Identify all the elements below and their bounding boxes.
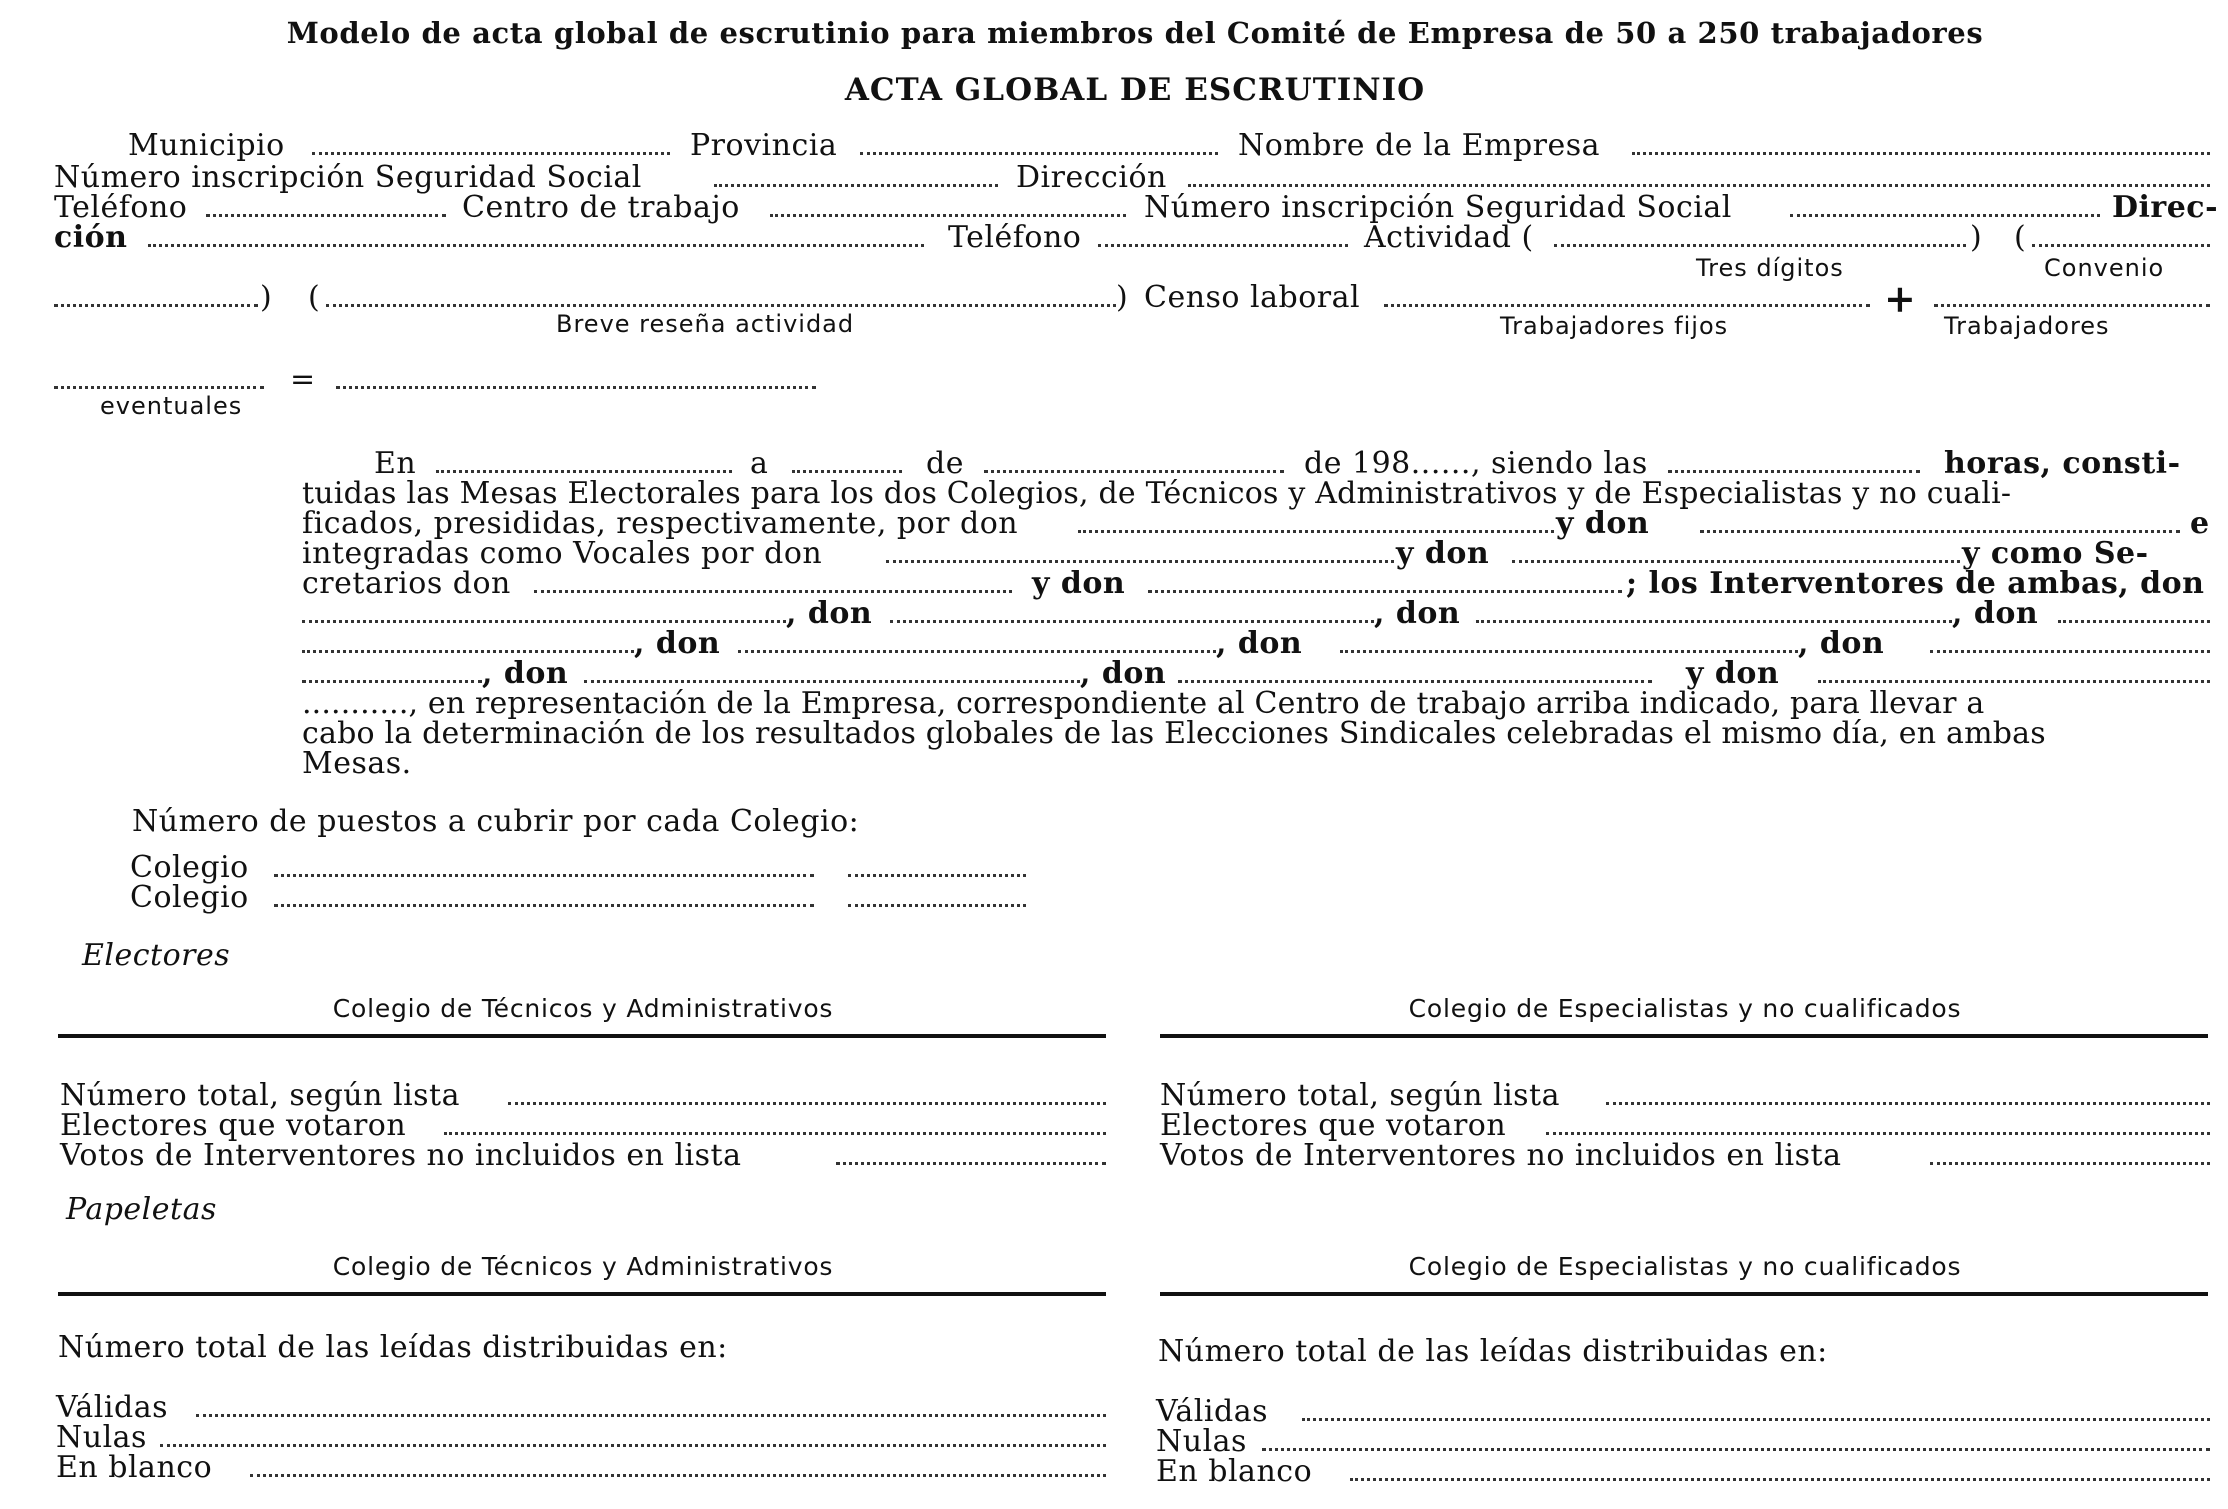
direccion-label: Dirección (1016, 160, 1167, 195)
electores-right-row-2-field[interactable] (1546, 1132, 2210, 1135)
papeletas-col-left-header: Colegio de Técnicos y Administrativos (332, 1252, 834, 1281)
centro-trabajo-field[interactable] (770, 214, 1126, 217)
papeletas-left-validas-field[interactable] (196, 1414, 1106, 1417)
para-de: de (926, 446, 964, 481)
para-line2: tuidas las Mesas Electorales para los dos Colegios, de Técnicos y Administrativos y de Especialistas y no cuali- (302, 476, 2012, 511)
para-line3-c: e (2190, 506, 2210, 541)
nombre-empresa-label: Nombre de la Empresa (1238, 128, 1601, 163)
para-don-7: , don (482, 656, 569, 691)
para-line3-a: ficados, presididas, respectivamente, por don (302, 506, 1019, 541)
para-de198: de 198......, siendo las (1304, 446, 1648, 481)
para-line5-c: ; los Interventores de ambas, don (1626, 566, 2205, 601)
electores-left-rule (58, 1034, 1106, 1038)
municipio-field[interactable] (312, 152, 670, 155)
mes-field[interactable] (984, 470, 1284, 473)
provincia-field[interactable] (860, 152, 1218, 155)
electores-left-row-2-field[interactable] (444, 1132, 1106, 1135)
para-don-6: , don (1798, 626, 1885, 661)
papeletas-right-rule (1160, 1292, 2208, 1296)
para-y-don: y don (1686, 656, 1780, 691)
electores-right-rule (1160, 1034, 2208, 1038)
paren-close-1: ) (1970, 220, 1983, 255)
cion-label: ción (54, 220, 128, 255)
interventor-1-field[interactable] (302, 620, 786, 623)
para-don-5: , don (1216, 626, 1303, 661)
vocal-1-field[interactable] (886, 560, 1394, 563)
papeletas-right-blanco: En blanco (1156, 1454, 1313, 1489)
actividad-tres-digitos-field[interactable] (1554, 244, 1966, 247)
para-horas: horas, consti- (1944, 446, 2181, 481)
num-inscripcion-ss-field[interactable] (714, 184, 998, 187)
para-line4-b: y don (1396, 536, 1490, 571)
electores-col-right-header: Colegio de Especialistas y no cualificados (1408, 994, 1962, 1023)
para-don-4: , don (634, 626, 721, 661)
paren-open-2: ( (308, 280, 321, 315)
municipio-label: Municipio (128, 128, 285, 163)
actividad-label: Actividad ( (1364, 220, 1534, 255)
papeletas-left-rule (58, 1292, 1106, 1296)
telefono-label: Teléfono (54, 190, 188, 225)
interventor-4-field[interactable] (2058, 620, 2210, 623)
num-inscripcion-ss-2-label: Número inscripción Seguridad Social (1144, 190, 1732, 225)
censo-laboral-label: Censo laboral (1144, 280, 1361, 315)
papeletas-left-total: Número total de las leídas distribuidas en: (58, 1330, 728, 1365)
para-line11: Mesas. (302, 746, 412, 781)
papeletas-left-blanco: En blanco (56, 1450, 213, 1485)
electores-right-row-1-field[interactable] (1606, 1102, 2210, 1105)
colegio-1-label: Colegio (130, 850, 249, 885)
trabajadores-fijos-field[interactable] (1384, 304, 1870, 307)
breve-resena-field[interactable] (326, 304, 1116, 307)
papeletas-heading: Papeletas (66, 1192, 217, 1227)
vocal-2-field[interactable] (1512, 560, 1960, 563)
para-a: a (750, 446, 769, 481)
interventor-3-field[interactable] (1476, 620, 1952, 623)
cion-field[interactable] (148, 244, 924, 247)
papeletas-right-nulas: Nulas (1156, 1424, 1247, 1459)
eventuales-caption: eventuales (100, 392, 243, 420)
trabajadores-eventuales-field-start[interactable] (1934, 304, 2210, 307)
convenio-caption: Convenio (2044, 254, 2165, 282)
direccion-field[interactable] (1188, 184, 2210, 187)
electores-left-row-1-field[interactable] (508, 1102, 1106, 1105)
para-don-2: , don (1374, 596, 1461, 631)
censo-total-field[interactable] (336, 386, 816, 389)
para-line3-b: y don (1556, 506, 1650, 541)
num-inscripcion-ss-label: Número inscripción Seguridad Social (54, 160, 642, 195)
electores-left-row-3-field[interactable] (836, 1162, 1106, 1165)
dia-field[interactable] (792, 470, 902, 473)
plus-sign: + (1884, 276, 1917, 321)
para-don-8: , don (1080, 656, 1167, 691)
colegio-1-puestos-field[interactable] (848, 874, 1026, 877)
colegio-2-name-field[interactable] (274, 904, 814, 907)
para-line9: ..........., en representación de la Empresa, correspondiente al Centro de trabajo arriba indicado, para llevar a (302, 686, 1985, 721)
num-inscripcion-ss-2-field[interactable] (1790, 214, 2100, 217)
papeletas-left-blanco-field[interactable] (250, 1474, 1106, 1477)
colegio-2-puestos-field[interactable] (848, 904, 1026, 907)
interventor-8-field[interactable] (1930, 650, 2210, 653)
papeletas-right-validas: Válidas (1156, 1394, 1268, 1429)
en-lugar-field[interactable] (436, 470, 732, 473)
interventor-7-field[interactable] (1340, 650, 1798, 653)
para-line10: cabo la determinación de los resultados globales de las Elecciones Sindicales celebradas el mismo día, en ambas (302, 716, 2046, 751)
electores-right-row-2: Electores que votaron (1160, 1108, 1507, 1143)
nombre-empresa-field[interactable] (1632, 152, 2210, 155)
equals-sign: = (290, 362, 316, 397)
direc-label: Direc- (2112, 190, 2219, 225)
document-subtitle: ACTA GLOBAL DE ESCRUTINIO (844, 72, 1426, 108)
interventor-6-field[interactable] (738, 650, 1216, 653)
colegio-2-label: Colegio (130, 880, 249, 915)
interventor-9-field[interactable] (302, 680, 482, 683)
papeletas-right-validas-field[interactable] (1302, 1418, 2210, 1421)
electores-left-row-2: Electores que votaron (60, 1108, 407, 1143)
papeletas-col-right-header: Colegio de Especialistas y no cualificados (1408, 1252, 1962, 1281)
telefono-field[interactable] (206, 214, 446, 217)
electores-right-row-3: Votos de Interventores no incluidos en lista (1160, 1138, 1842, 1173)
interventor-10-field[interactable] (584, 680, 1080, 683)
para-line5-b: y don (1032, 566, 1126, 601)
presidente-2-field[interactable] (1700, 530, 2180, 533)
breve-resena-caption: Breve reseña actividad (556, 310, 855, 338)
para-don-3: , don (1952, 596, 2039, 631)
papeletas-right-blanco-field[interactable] (1350, 1478, 2210, 1481)
para-don-1: , don (786, 596, 873, 631)
provincia-label: Provincia (690, 128, 838, 163)
interventor-5-field[interactable] (302, 650, 634, 653)
para-line5-a: cretarios don (302, 566, 511, 601)
electores-left-row-3: Votos de Interventores no incluidos en lista (60, 1138, 742, 1173)
paren-open-1: ( (2014, 220, 2027, 255)
paren-close-3: ) (1116, 280, 1129, 315)
horas-field[interactable] (1668, 470, 1920, 473)
para-line4-c: y como Se- (1962, 536, 2149, 571)
telefono-2-label: Teléfono (948, 220, 1082, 255)
trabajadores-eventuales-field-end[interactable] (54, 386, 264, 389)
colegio-1-name-field[interactable] (274, 874, 814, 877)
interventor-12-field[interactable] (1818, 680, 2210, 683)
electores-col-left-header: Colegio de Técnicos y Administrativos (332, 994, 834, 1023)
papeletas-right-total: Número total de las leídas distribuidas en: (1158, 1334, 1828, 1369)
document-title: Modelo de acta global de escrutinio para miembros del Comité de Empresa de 50 a 250 trabajadores (286, 16, 1984, 50)
interventor-2-field[interactable] (890, 620, 1374, 623)
telefono-2-field[interactable] (1098, 244, 1348, 247)
paren-close-2: ) (260, 280, 273, 315)
interventor-11-field[interactable] (1178, 680, 1652, 683)
electores-left-row-1: Número total, según lista (60, 1078, 460, 1113)
papeletas-left-nulas: Nulas (56, 1420, 147, 1455)
papeletas-left-nulas-field[interactable] (160, 1444, 1106, 1447)
secretario-1-field[interactable] (534, 590, 1012, 593)
trabajadores-caption: Trabajadores (1944, 312, 2110, 340)
trabajadores-fijos-caption: Trabajadores fijos (1500, 312, 1729, 340)
centro-trabajo-label: Centro de trabajo (462, 190, 740, 225)
electores-right-row-1: Número total, según lista (1160, 1078, 1560, 1113)
papeletas-right-nulas-field[interactable] (1262, 1448, 2210, 1451)
para-en: En (374, 446, 417, 481)
secretario-2-field[interactable] (1148, 590, 1622, 593)
para-line4-a: integradas como Vocales por don (302, 536, 823, 571)
puestos-label: Número de puestos a cubrir por cada Colegio: (132, 804, 860, 839)
tres-digitos-caption: Tres dígitos (1696, 254, 1844, 282)
convenio-field-end[interactable] (54, 304, 258, 307)
electores-heading: Electores (82, 938, 231, 973)
presidente-1-field[interactable] (1078, 530, 1554, 533)
papeletas-left-validas: Válidas (56, 1390, 168, 1425)
electores-right-row-3-field[interactable] (1930, 1162, 2210, 1165)
convenio-field-start[interactable] (2032, 244, 2210, 247)
